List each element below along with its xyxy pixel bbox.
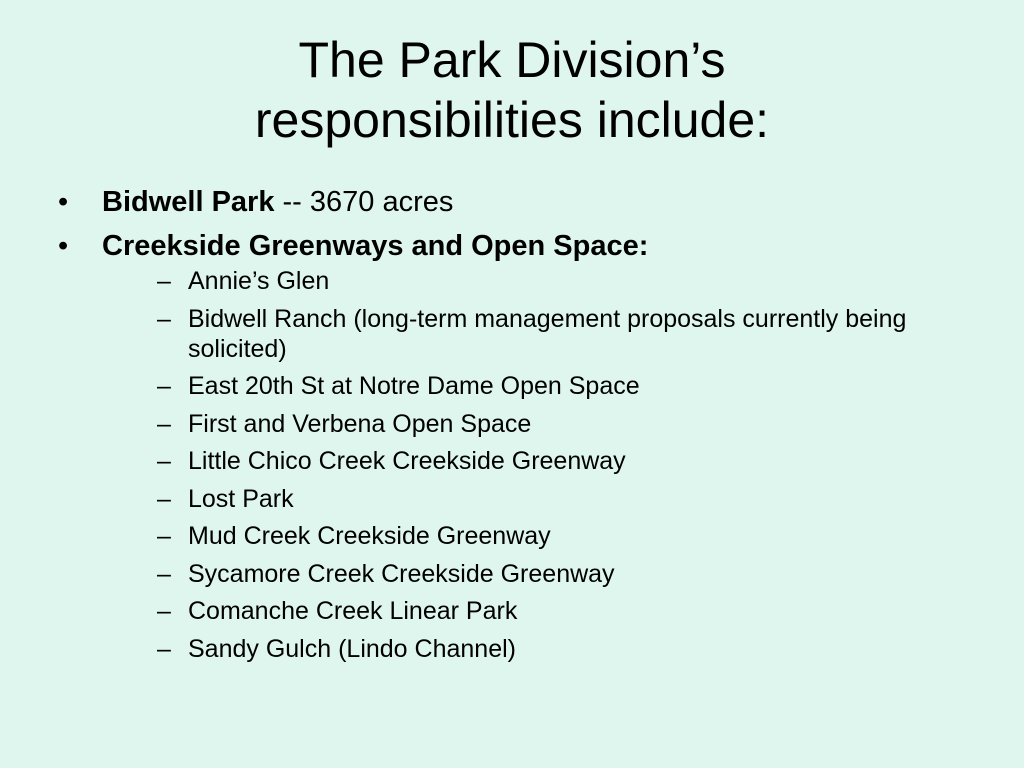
sub-bullet-text: Bidwell Ranch (long-term management proposals currently being solicited) [188, 304, 907, 363]
title-line-1: The Park Division’s [298, 32, 726, 88]
sub-bullet-text: Annie’s Glen [188, 267, 330, 295]
bullet-marker: • [58, 186, 69, 218]
sub-bullet-text: East 20th St at Notre Dame Open Space [188, 372, 640, 400]
sub-bullet-text: Sycamore Creek Creekside Greenway [188, 559, 615, 588]
slide-title [0, 30, 1024, 150]
sub-bullet-text: First and Verbena Open Space [188, 409, 532, 438]
sub-bullet-item [102, 596, 988, 626]
bullet-bold-text: Creekside Greenways and Open Space: [102, 230, 649, 262]
sub-bullet-item [102, 266, 988, 296]
dash-marker: – [157, 522, 171, 550]
bullet-marker: • [58, 230, 69, 262]
dash-marker: – [157, 597, 171, 625]
sub-bullet-item [102, 634, 988, 664]
sub-bullet-text: Comanche Creek Linear Park [188, 597, 518, 625]
sub-bullet-item [102, 409, 988, 439]
bullet-bidwell-park [58, 182, 988, 222]
sub-bullet-item [102, 521, 988, 551]
sub-bullet-item [102, 446, 988, 476]
bullet-list [58, 182, 988, 671]
sub-bullet-text: Mud Creek Creekside Greenway [188, 522, 551, 550]
dash-marker: – [157, 304, 171, 333]
sub-bullet-text: Lost Park [188, 484, 294, 513]
sub-bullet-text: Sandy Gulch (Lindo Channel) [188, 634, 516, 663]
sub-bullet-list [102, 266, 988, 664]
dash-marker: – [157, 372, 171, 400]
sub-bullet-text: Little Chico Creek Creekside Greenway [188, 447, 626, 475]
bullet-bold-text: Bidwell Park [102, 186, 275, 218]
dash-marker: – [157, 409, 171, 438]
dash-marker: – [157, 267, 171, 295]
dash-marker: – [157, 634, 171, 663]
sub-bullet-item [102, 484, 988, 514]
sub-bullet-item [102, 304, 988, 364]
dash-marker: – [157, 447, 171, 475]
dash-marker: – [157, 484, 171, 513]
bullet-rest-text: -- 3670 acres [274, 186, 454, 218]
bullet-creekside-greenways [58, 226, 988, 664]
sub-bullet-item [102, 559, 988, 589]
title-line-2: responsibilities include: [254, 92, 770, 148]
dash-marker: – [157, 559, 171, 588]
sub-bullet-item [102, 371, 988, 401]
